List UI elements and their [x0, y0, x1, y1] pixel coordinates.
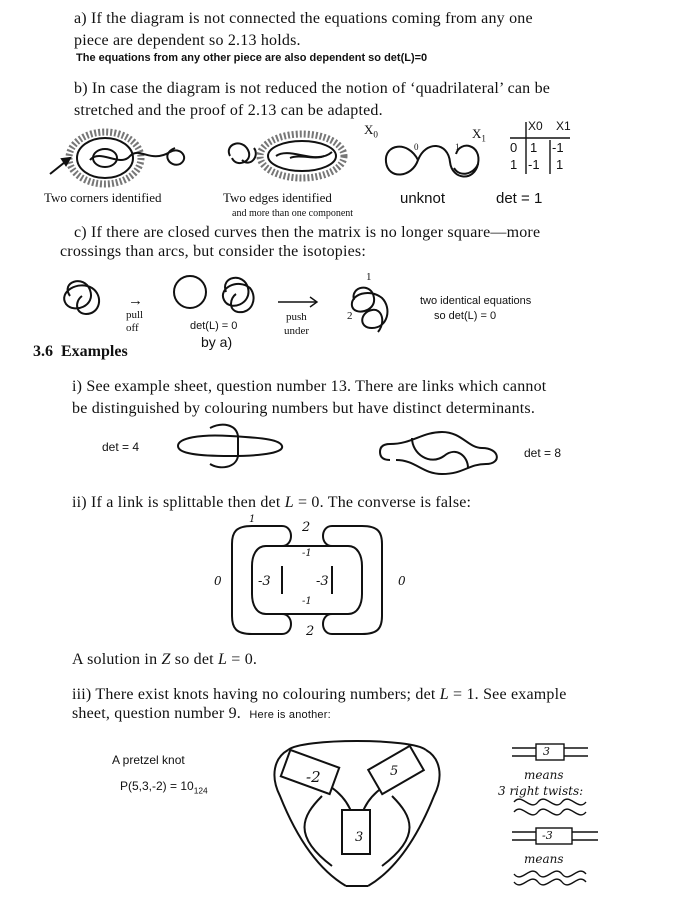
label-2: 2: [347, 310, 353, 322]
under-label: under: [284, 325, 310, 337]
part-a-line2: piece are dependent so 2.13 holds.: [74, 32, 301, 49]
matrix-row1-head: 1: [510, 157, 518, 172]
part-a-note: The equations from any other piece are also dependent so det(L)=0: [76, 52, 428, 64]
pretzel-formula: $P(5,3,-2) = 10_{124}$: [120, 779, 208, 796]
label-corner-1: 1: [249, 514, 256, 525]
extra-component-note: and more than one component: [232, 208, 354, 219]
label-bottom-2: 2: [306, 624, 315, 639]
arc-label-1: 1: [455, 142, 460, 152]
caption-two-edges: Two edges identified: [223, 190, 332, 205]
link-det-8: [372, 424, 512, 476]
by-a-label: by a): [201, 334, 233, 350]
matrix-col-x1: X1: [556, 119, 571, 133]
label-inner-top: -1: [302, 548, 312, 559]
det-8-label: det = 8: [524, 446, 562, 460]
pretzel-title: A pretzel knot: [112, 753, 185, 767]
link-det-4: [170, 420, 300, 472]
part-c-line1: c) If there are closed curves then the matrix is no longer square—more: [74, 224, 541, 241]
label-x1: $X_1$: [472, 126, 486, 144]
label-1: 1: [366, 271, 372, 283]
det-zero-note: so det(L) = 0: [434, 310, 497, 322]
edges-identified-diagram: [220, 130, 370, 188]
label-inner-bottom: -1: [302, 596, 312, 607]
label-outer-right: 0: [398, 574, 406, 588]
part-b-line2: stretched and the proof of 2.13 can be adapted.: [74, 102, 383, 119]
matrix-row0-c2: -1: [552, 140, 564, 155]
matrix-row1-c2: 1: [556, 157, 564, 172]
arc-label-0: 0: [414, 142, 419, 152]
example-iii-line1: iii) There exist knots having no colouring numbers; det L = 1. See example: [72, 686, 567, 703]
twist-label-left: -2: [306, 768, 321, 786]
part-b-line1: b) In case the diagram is not reduced the notion of ‘quadrilateral’ can be: [74, 80, 551, 97]
push-arrow: [276, 296, 320, 308]
caption-det-1: det = 1: [496, 190, 543, 207]
isotopy-knot-1: [56, 274, 114, 322]
part-a-line1: a) If the diagram is not connected the equations coming from any one: [74, 10, 533, 27]
legend-box-neg3: -3: [542, 829, 553, 842]
matrix-row0-c1: 1: [530, 140, 538, 155]
twist-label-right: 5: [390, 764, 399, 779]
pull-label: pull: [126, 309, 144, 321]
example-ii-line1: ii) If a link is splittable then det L = 0. The converse is false:: [72, 494, 472, 511]
part-c-line2: crossings than arcs, but consider the isotopies:: [60, 243, 367, 260]
det-zero-label: det(L) = 0: [190, 320, 238, 332]
caption-unknot: unknot: [400, 190, 446, 207]
matrix-row1-c1: -1: [528, 157, 540, 172]
off-label: off: [126, 322, 139, 334]
example-i-line2: be distinguished by colouring numbers but have distinct determinants.: [72, 400, 536, 417]
corners-identified-diagram: [30, 128, 210, 190]
legend-desc-1: 3 right twists:: [498, 784, 584, 798]
det-4-label: det = 4: [102, 440, 140, 454]
pull-off-arrow: →: [128, 292, 143, 309]
label-left-3: -3: [258, 574, 271, 589]
caption-two-corners: Two corners identified: [44, 190, 162, 205]
example-i-line1: i) See example sheet, question number 13. There are links which cannot: [72, 378, 547, 395]
solution-line: A solution in Z so det L = 0.: [72, 651, 258, 668]
section-heading: 3.6 Examples: [33, 343, 128, 360]
pretzel-knot-diagram: [262, 736, 452, 896]
twist-label-bottom: 3: [355, 830, 364, 845]
matrix-col-x0: X0: [528, 119, 543, 133]
label-outer-left: 0: [214, 574, 222, 588]
label-top-2: 2: [302, 520, 311, 535]
legend-means-1: means: [524, 768, 564, 782]
label-x0: $X_0$: [364, 122, 378, 140]
matrix-row0-head: 0: [510, 140, 518, 155]
identical-equations-note: two identical equations: [420, 295, 532, 307]
legend-box-3: 3: [543, 745, 550, 758]
legend-means-2: means: [524, 852, 564, 866]
isotopy-split-link: [172, 270, 262, 320]
label-right-3: -3: [316, 574, 329, 589]
push-label: push: [286, 311, 307, 323]
twist-legend-diagram: [508, 742, 618, 892]
example-iii-line2: sheet, question number 9. Here is another:: [72, 705, 331, 722]
